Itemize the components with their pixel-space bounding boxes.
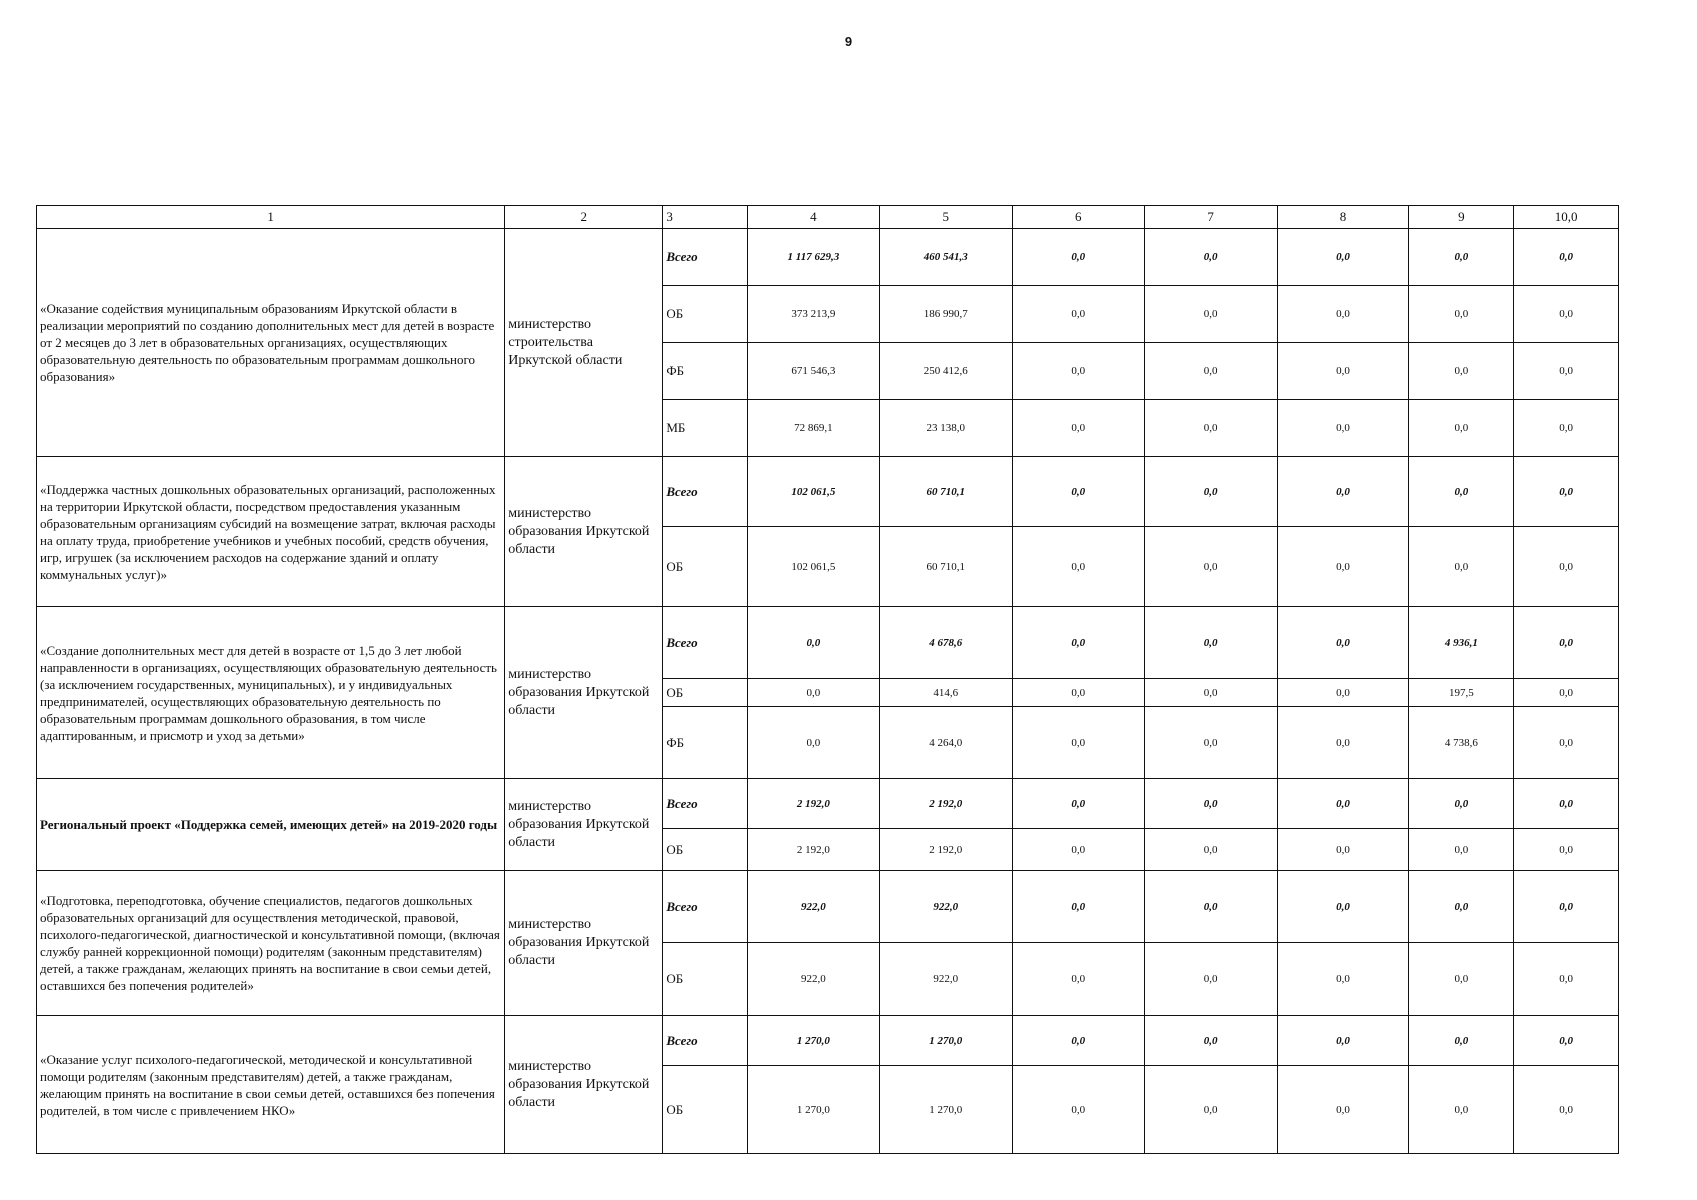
amount-cell: 0,0 (1277, 527, 1409, 607)
amount-cell: 0,0 (1514, 679, 1619, 707)
funding-source-cell: Всего (663, 457, 748, 527)
amount-cell: 0,0 (1277, 400, 1409, 457)
event-name-cell: «Поддержка частных дошкольных образовательных организаций, расположенных на территории Иркутской области, посредством предоставления указанным образовательным организациям субсидий на возмещение затрат, включая расходы на оплату труда, приобретение учебников и учебных пособий, средств обучения, игр, игрушек (за исключением расходов на содержание зданий и оплату коммунальных услуг)» (37, 457, 505, 607)
funding-source-cell: ФБ (663, 707, 748, 779)
amount-cell: 0,0 (1277, 1066, 1409, 1154)
amount-cell: 0,0 (1012, 527, 1144, 607)
amount-cell: 460 541,3 (879, 229, 1012, 286)
amount-cell: 0,0 (1144, 527, 1277, 607)
amount-cell: 1 270,0 (879, 1066, 1012, 1154)
executor-cell: министерство образования Иркутской области (505, 779, 663, 871)
amount-cell: 0,0 (1144, 400, 1277, 457)
amount-cell: 102 061,5 (747, 457, 879, 527)
amount-cell: 0,0 (747, 607, 879, 679)
amount-cell: 0,0 (1144, 229, 1277, 286)
amount-cell: 0,0 (1012, 871, 1144, 943)
amount-cell: 922,0 (879, 943, 1012, 1016)
header-cell: 8 (1277, 206, 1409, 229)
amount-cell: 922,0 (879, 871, 1012, 943)
table-row (37, 871, 1619, 943)
amount-cell: 186 990,7 (879, 286, 1012, 343)
amount-cell: 4 936,1 (1409, 607, 1514, 679)
amount-cell: 4 678,6 (879, 607, 1012, 679)
amount-cell: 0,0 (1514, 1016, 1619, 1066)
amount-cell: 0,0 (1012, 707, 1144, 779)
header-cell: 6 (1012, 206, 1144, 229)
amount-cell: 0,0 (1144, 871, 1277, 943)
amount-cell: 0,0 (1277, 607, 1409, 679)
amount-cell: 1 270,0 (879, 1016, 1012, 1066)
header-cell: 9 (1409, 206, 1514, 229)
amount-cell: 72 869,1 (747, 400, 879, 457)
event-name-cell: «Оказание содействия муниципальным образованиям Иркутской области в реализации мероприятий по созданию дополнительных мест для детей в возрасте от 2 месяцев до 3 лет в образовательных организациях, осуществляющих образовательную деятельность по образовательным программам дошкольного образования» (37, 229, 505, 457)
table-row (37, 779, 1619, 829)
amount-cell: 922,0 (747, 943, 879, 1016)
amount-cell: 2 192,0 (747, 779, 879, 829)
amount-cell: 414,6 (879, 679, 1012, 707)
amount-cell: 0,0 (1277, 679, 1409, 707)
amount-cell: 2 192,0 (747, 829, 879, 871)
amount-cell: 102 061,5 (747, 527, 879, 607)
amount-cell: 0,0 (1012, 1016, 1144, 1066)
table-row (37, 457, 1619, 527)
amount-cell: 1 270,0 (747, 1016, 879, 1066)
page-number: 9 (844, 34, 853, 49)
amount-cell: 0,0 (1012, 943, 1144, 1016)
amount-cell: 1 117 629,3 (747, 229, 879, 286)
header-cell: 3 (663, 206, 748, 229)
executor-cell: министерство образования Иркутской области (505, 607, 663, 779)
amount-cell: 0,0 (1144, 1016, 1277, 1066)
amount-cell: 0,0 (1409, 829, 1514, 871)
executor-cell: министерство образования Иркутской области (505, 871, 663, 1016)
funding-source-cell: Всего (663, 607, 748, 679)
executor-cell: министерство образования Иркутской области (505, 457, 663, 607)
amount-cell: 0,0 (1144, 679, 1277, 707)
funding-source-cell: ОБ (663, 527, 748, 607)
amount-cell: 0,0 (1012, 829, 1144, 871)
funding-source-cell: Всего (663, 779, 748, 829)
amount-cell: 2 192,0 (879, 829, 1012, 871)
event-name-cell: «Подготовка, переподготовка, обучение специалистов, педагогов дошкольных образовательных организаций для осуществления методической, правовой, психолого-педагогической, диагностической и консультативной помощи, (включая службу ранней коррекционной помощи) родителям (законным представителям) детей, а также гражданам, желающих принять на воспитание в свои семьи детей, оставшихся без попечения родителей» (37, 871, 505, 1016)
funding-source-cell: МБ (663, 400, 748, 457)
amount-cell: 0,0 (1144, 779, 1277, 829)
amount-cell: 0,0 (1144, 707, 1277, 779)
amount-cell: 0,0 (1012, 457, 1144, 527)
amount-cell: 0,0 (1012, 779, 1144, 829)
amount-cell: 0,0 (1409, 779, 1514, 829)
executor-cell: министерство образования Иркутской области (505, 1016, 663, 1154)
amount-cell: 1 270,0 (747, 1066, 879, 1154)
amount-cell: 0,0 (1277, 871, 1409, 943)
header-cell: 4 (747, 206, 879, 229)
header-cell: 5 (879, 206, 1012, 229)
event-name-cell: «Оказание услуг психолого-педагогической, методической и консультативной помощи родителям (законным представителям) детей, а также гражданам, желающим принять на воспитание в свои семьи детей, оставшихся без попечения родителей, в том числе с привлечением НКО» (37, 1016, 505, 1154)
amount-cell: 0,0 (1012, 400, 1144, 457)
amount-cell: 60 710,1 (879, 527, 1012, 607)
amount-cell: 0,0 (1409, 286, 1514, 343)
table-row (37, 607, 1619, 679)
funding-source-cell: ОБ (663, 943, 748, 1016)
amount-cell: 671 546,3 (747, 343, 879, 400)
amount-cell: 0,0 (1409, 1016, 1514, 1066)
amount-cell: 922,0 (747, 871, 879, 943)
amount-cell: 0,0 (1277, 1016, 1409, 1066)
amount-cell: 0,0 (1409, 871, 1514, 943)
amount-cell: 0,0 (1514, 400, 1619, 457)
amount-cell: 0,0 (1144, 1066, 1277, 1154)
amount-cell: 0,0 (1514, 1066, 1619, 1154)
amount-cell: 0,0 (1277, 707, 1409, 779)
table-row (37, 229, 1619, 286)
amount-cell: 197,5 (1409, 679, 1514, 707)
amount-cell: 0,0 (1514, 229, 1619, 286)
amount-cell: 0,0 (1012, 286, 1144, 343)
amount-cell: 0,0 (1277, 779, 1409, 829)
header-cell: 10,0 (1514, 206, 1619, 229)
budget-table (36, 205, 1619, 1154)
amount-cell: 0,0 (1409, 229, 1514, 286)
amount-cell: 60 710,1 (879, 457, 1012, 527)
amount-cell: 0,0 (1409, 527, 1514, 607)
amount-cell: 0,0 (1012, 1066, 1144, 1154)
funding-source-cell: Всего (663, 229, 748, 286)
header-cell: 7 (1144, 206, 1277, 229)
header-cell: 1 (37, 206, 505, 229)
funding-source-cell: ОБ (663, 286, 748, 343)
amount-cell: 0,0 (1409, 400, 1514, 457)
amount-cell: 0,0 (1012, 607, 1144, 679)
amount-cell: 0,0 (1514, 607, 1619, 679)
funding-source-cell: ОБ (663, 679, 748, 707)
header-cell: 2 (505, 206, 663, 229)
amount-cell: 250 412,6 (879, 343, 1012, 400)
header-row (37, 206, 1619, 229)
amount-cell: 0,0 (1012, 343, 1144, 400)
amount-cell: 2 192,0 (879, 779, 1012, 829)
amount-cell: 0,0 (1514, 457, 1619, 527)
funding-source-cell: ОБ (663, 829, 748, 871)
amount-cell: 4 264,0 (879, 707, 1012, 779)
amount-cell: 373 213,9 (747, 286, 879, 343)
amount-cell: 0,0 (1514, 871, 1619, 943)
amount-cell: 0,0 (1012, 679, 1144, 707)
amount-cell: 0,0 (1277, 229, 1409, 286)
amount-cell: 0,0 (1409, 343, 1514, 400)
amount-cell: 0,0 (1409, 943, 1514, 1016)
funding-source-cell: Всего (663, 1016, 748, 1066)
event-name-cell: Региональный проект «Поддержка семей, имеющих детей» на 2019-2020 годы (37, 779, 505, 871)
amount-cell: 0,0 (1277, 829, 1409, 871)
executor-cell: министерство строительства Иркутской области (505, 229, 663, 457)
amount-cell: 0,0 (1514, 343, 1619, 400)
table-row (37, 1016, 1619, 1066)
amount-cell: 0,0 (1409, 1066, 1514, 1154)
amount-cell: 0,0 (1012, 229, 1144, 286)
amount-cell: 0,0 (1514, 829, 1619, 871)
amount-cell: 0,0 (1514, 707, 1619, 779)
amount-cell: 0,0 (747, 679, 879, 707)
funding-source-cell: Всего (663, 871, 748, 943)
amount-cell: 0,0 (1144, 457, 1277, 527)
amount-cell: 0,0 (1144, 943, 1277, 1016)
amount-cell: 4 738,6 (1409, 707, 1514, 779)
amount-cell: 0,0 (1144, 343, 1277, 400)
amount-cell: 0,0 (1144, 829, 1277, 871)
amount-cell: 0,0 (1277, 343, 1409, 400)
amount-cell: 0,0 (1144, 607, 1277, 679)
amount-cell: 0,0 (1144, 286, 1277, 343)
amount-cell: 0,0 (1514, 527, 1619, 607)
amount-cell: 0,0 (1277, 286, 1409, 343)
amount-cell: 0,0 (747, 707, 879, 779)
amount-cell: 0,0 (1277, 457, 1409, 527)
amount-cell: 23 138,0 (879, 400, 1012, 457)
amount-cell: 0,0 (1514, 286, 1619, 343)
amount-cell: 0,0 (1409, 457, 1514, 527)
event-name-cell: «Создание дополнительных мест для детей в возрасте от 1,5 до 3 лет любой направленности в организациях, осуществляющих образовательную деятельность (за исключением государственных, муниципальных), и у индивидуальных предпринимателей, осуществляющих образовательную деятельность по образовательным программам дошкольного образования, в том числе адаптированным, и присмотр и уход за детьми» (37, 607, 505, 779)
funding-source-cell: ФБ (663, 343, 748, 400)
amount-cell: 0,0 (1514, 779, 1619, 829)
amount-cell: 0,0 (1514, 943, 1619, 1016)
funding-source-cell: ОБ (663, 1066, 748, 1154)
amount-cell: 0,0 (1277, 943, 1409, 1016)
